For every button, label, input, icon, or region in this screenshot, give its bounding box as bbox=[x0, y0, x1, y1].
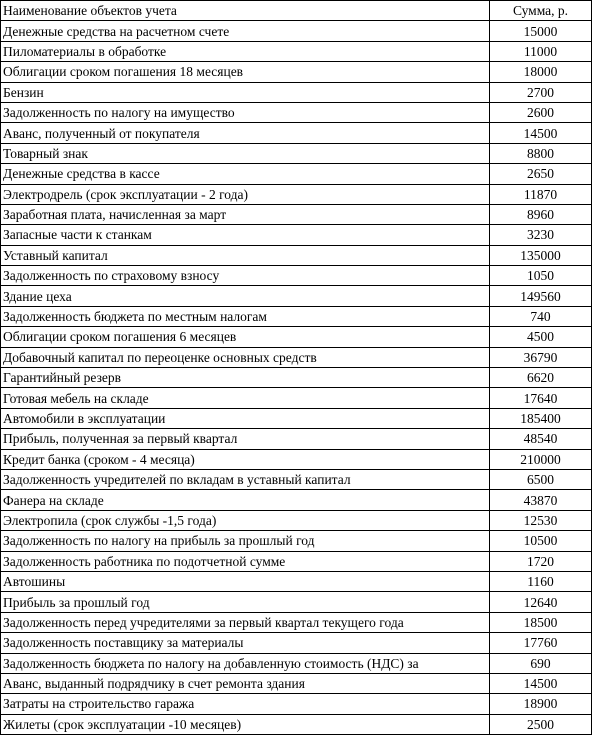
object-name-cell: Товарный знак bbox=[1, 143, 490, 163]
table-body bbox=[1, 21, 592, 735]
table-row bbox=[1, 694, 592, 714]
table-row bbox=[1, 82, 592, 102]
object-name-cell: Кредит банка (сроком - 4 месяца) bbox=[1, 449, 490, 469]
object-name-cell: Прибыль, полученная за первый квартал bbox=[1, 429, 490, 449]
sum-cell: 690 bbox=[490, 653, 592, 673]
table-row bbox=[1, 143, 592, 163]
table-row bbox=[1, 41, 592, 61]
sum-cell: 12640 bbox=[490, 592, 592, 612]
sum-cell: 15000 bbox=[490, 21, 592, 41]
sum-cell: 210000 bbox=[490, 449, 592, 469]
table-row bbox=[1, 633, 592, 653]
object-name-cell: Задолженность по налогу на прибыль за прошлый год bbox=[1, 531, 490, 551]
table-row bbox=[1, 62, 592, 82]
table-row bbox=[1, 123, 592, 143]
sum-cell: 36790 bbox=[490, 347, 592, 367]
object-name-cell: Задолженность перед учредителями за первый квартал текущего года bbox=[1, 612, 490, 632]
sum-cell: 3230 bbox=[490, 225, 592, 245]
sum-cell: 6620 bbox=[490, 368, 592, 388]
sum-cell: 1050 bbox=[490, 266, 592, 286]
table-row bbox=[1, 347, 592, 367]
object-name-cell: Задолженность поставщику за материалы bbox=[1, 633, 490, 653]
table-row bbox=[1, 245, 592, 265]
table-row bbox=[1, 469, 592, 489]
table-header bbox=[1, 1, 592, 21]
object-name-cell: Задолженность учредителей по вкладам в уставный капитал bbox=[1, 469, 490, 489]
table-row bbox=[1, 714, 592, 734]
object-name-cell: Электродрель (срок эксплуатации - 2 года) bbox=[1, 184, 490, 204]
table-row bbox=[1, 286, 592, 306]
sum-cell: 17640 bbox=[490, 388, 592, 408]
object-name-cell: Готовая мебель на складе bbox=[1, 388, 490, 408]
sum-cell: 48540 bbox=[490, 429, 592, 449]
table-row bbox=[1, 306, 592, 326]
header-sum: Сумма, р. bbox=[490, 1, 592, 21]
object-name-cell: Уставный капитал bbox=[1, 245, 490, 265]
object-name-cell: Прибыль за прошлый год bbox=[1, 592, 490, 612]
table-row bbox=[1, 510, 592, 530]
table-row bbox=[1, 571, 592, 591]
table-row bbox=[1, 612, 592, 632]
sum-cell: 185400 bbox=[490, 408, 592, 428]
sum-cell: 11000 bbox=[490, 41, 592, 61]
object-name-cell: Заработная плата, начисленная за март bbox=[1, 204, 490, 224]
object-name-cell: Задолженность по налогу на имущество bbox=[1, 102, 490, 122]
object-name-cell: Автошины bbox=[1, 571, 490, 591]
table-row bbox=[1, 204, 592, 224]
sum-cell: 1720 bbox=[490, 551, 592, 571]
object-name-cell: Электропила (срок службы -1,5 года) bbox=[1, 510, 490, 530]
sum-cell: 10500 bbox=[490, 531, 592, 551]
object-name-cell: Задолженность бюджета по налогу на добавленную стоимость (НДС) за bbox=[1, 653, 490, 673]
object-name-cell: Облигации сроком погашения 6 месяцев bbox=[1, 327, 490, 347]
sum-cell: 8960 bbox=[490, 204, 592, 224]
table-row bbox=[1, 551, 592, 571]
object-name-cell: Запасные части к станкам bbox=[1, 225, 490, 245]
table-row bbox=[1, 531, 592, 551]
table-row bbox=[1, 408, 592, 428]
sum-cell: 43870 bbox=[490, 490, 592, 510]
object-name-cell: Аванс, выданный подрядчику в счет ремонта здания bbox=[1, 673, 490, 693]
object-name-cell: Здание цеха bbox=[1, 286, 490, 306]
sum-cell: 740 bbox=[490, 306, 592, 326]
sum-cell: 6500 bbox=[490, 469, 592, 489]
sum-cell: 14500 bbox=[490, 123, 592, 143]
sum-cell: 2650 bbox=[490, 164, 592, 184]
object-name-cell: Затраты на строительство гаража bbox=[1, 694, 490, 714]
table-row bbox=[1, 164, 592, 184]
table-row bbox=[1, 673, 592, 693]
object-name-cell: Задолженность бюджета по местным налогам bbox=[1, 306, 490, 326]
object-name-cell: Добавочный капитал по переоценке основных средств bbox=[1, 347, 490, 367]
object-name-cell: Задолженность по страховому взносу bbox=[1, 266, 490, 286]
object-name-cell: Фанера на складе bbox=[1, 490, 490, 510]
sum-cell: 8800 bbox=[490, 143, 592, 163]
table-row bbox=[1, 429, 592, 449]
table-row bbox=[1, 21, 592, 41]
object-name-cell: Облигации сроком погашения 18 месяцев bbox=[1, 62, 490, 82]
sum-cell: 2600 bbox=[490, 102, 592, 122]
sum-cell: 149560 bbox=[490, 286, 592, 306]
table-row bbox=[1, 388, 592, 408]
header-name: Наименование объектов учета bbox=[1, 1, 490, 21]
table-row bbox=[1, 490, 592, 510]
object-name-cell: Аванс, полученный от покупателя bbox=[1, 123, 490, 143]
sum-cell: 135000 bbox=[490, 245, 592, 265]
sum-cell: 1160 bbox=[490, 571, 592, 591]
sum-cell: 11870 bbox=[490, 184, 592, 204]
table-row bbox=[1, 266, 592, 286]
table-row bbox=[1, 102, 592, 122]
object-name-cell: Денежные средства на расчетном счете bbox=[1, 21, 490, 41]
table-row bbox=[1, 449, 592, 469]
object-name-cell: Задолженность работника по подотчетной сумме bbox=[1, 551, 490, 571]
sum-cell: 17760 bbox=[490, 633, 592, 653]
table-row bbox=[1, 368, 592, 388]
sum-cell: 4500 bbox=[490, 327, 592, 347]
object-name-cell: Пиломатериалы в обработке bbox=[1, 41, 490, 61]
sum-cell: 14500 bbox=[490, 673, 592, 693]
sum-cell: 12530 bbox=[490, 510, 592, 530]
sum-cell: 18500 bbox=[490, 612, 592, 632]
header-row bbox=[1, 1, 592, 21]
object-name-cell: Денежные средства в кассе bbox=[1, 164, 490, 184]
sum-cell: 2700 bbox=[490, 82, 592, 102]
sum-cell: 18900 bbox=[490, 694, 592, 714]
table-row bbox=[1, 592, 592, 612]
object-name-cell: Жилеты (срок эксплуатации -10 месяцев) bbox=[1, 714, 490, 734]
object-name-cell: Бензин bbox=[1, 82, 490, 102]
object-name-cell: Автомобили в эксплуатации bbox=[1, 408, 490, 428]
object-name-cell: Гарантийный резерв bbox=[1, 368, 490, 388]
sum-cell: 18000 bbox=[490, 62, 592, 82]
table-row bbox=[1, 327, 592, 347]
table-row bbox=[1, 225, 592, 245]
table-row bbox=[1, 184, 592, 204]
sum-cell: 2500 bbox=[490, 714, 592, 734]
table-row bbox=[1, 653, 592, 673]
